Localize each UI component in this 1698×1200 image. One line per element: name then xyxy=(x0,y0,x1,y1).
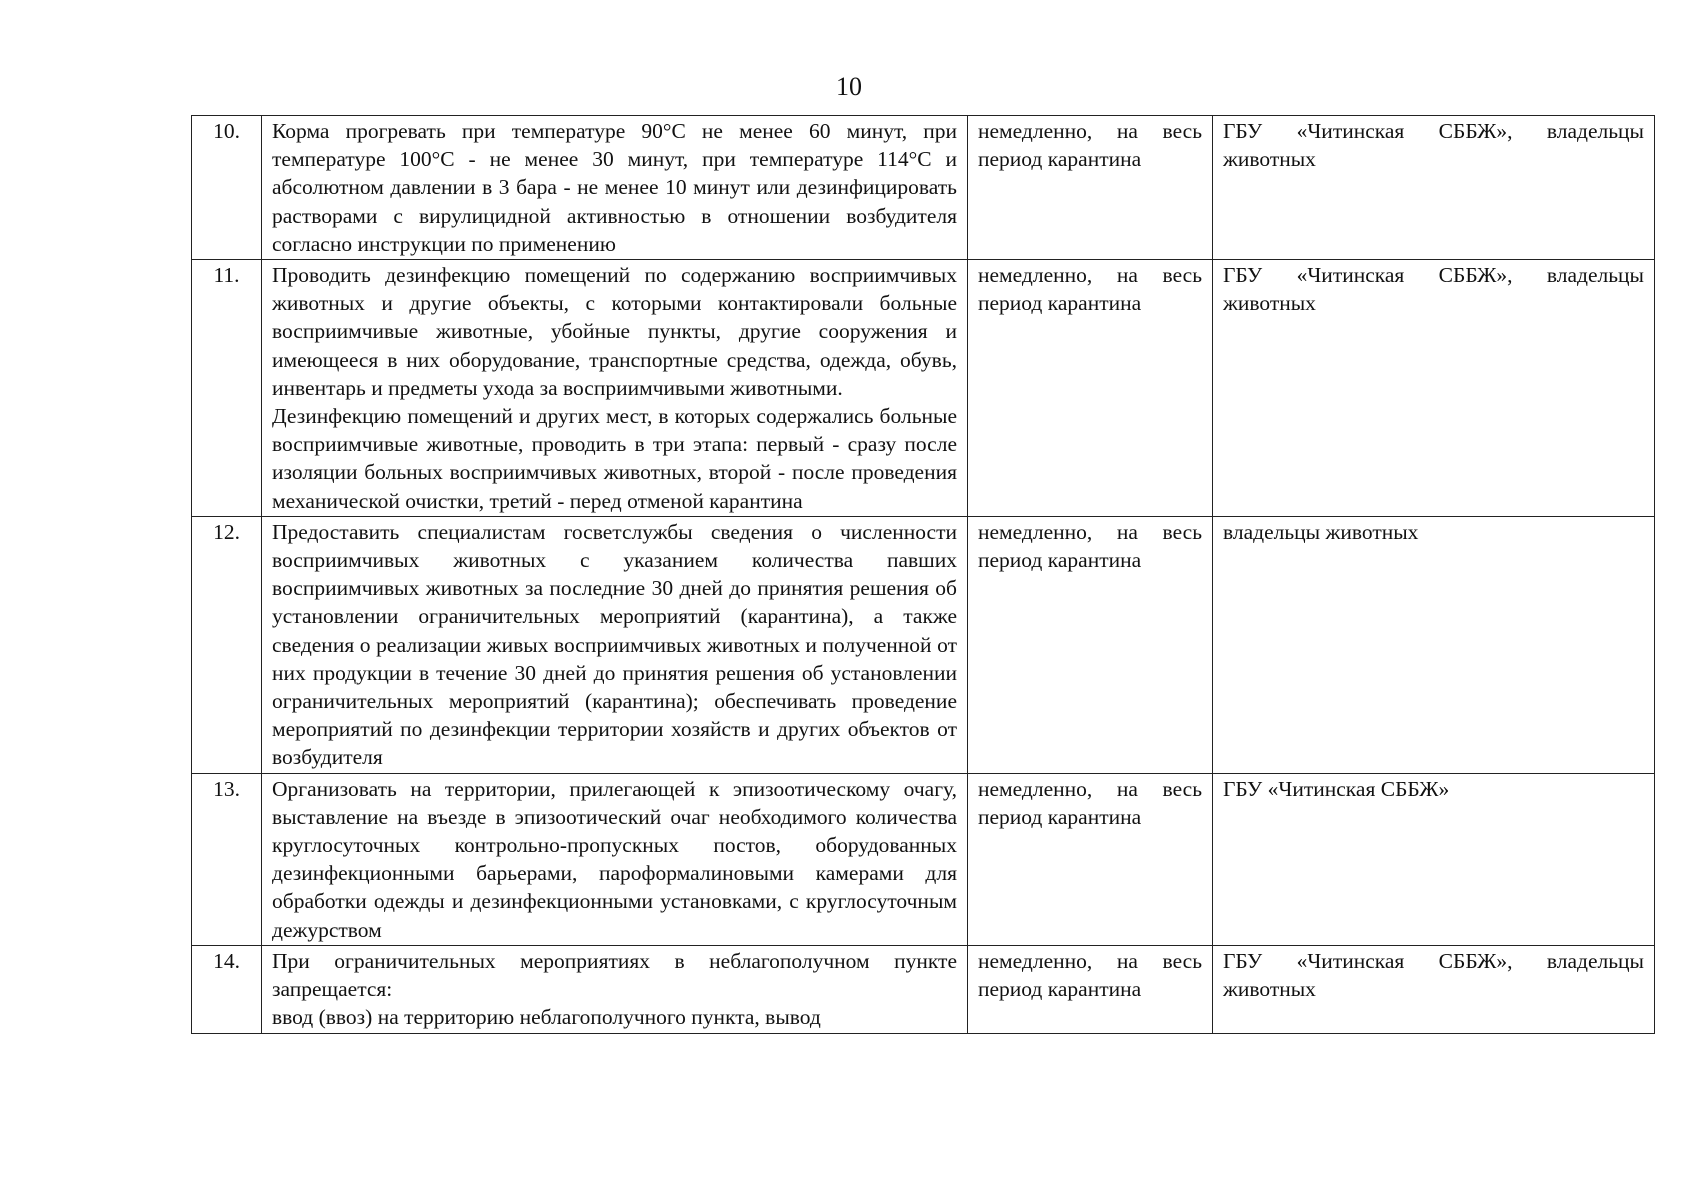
measure-paragraph: При ограничительных мероприятиях в неблагополучном пункте запрещается: xyxy=(272,948,957,1002)
row-number: 12. xyxy=(192,516,262,773)
measure-executor: владельцы животных xyxy=(1213,516,1655,773)
measure-description xyxy=(262,516,968,773)
measure-executor: ГБУ «Читинская СББЖ», владельцы животных xyxy=(1213,116,1655,260)
measure-term: немедленно, на весь период карантина xyxy=(968,260,1213,517)
measures-table xyxy=(191,115,1655,1034)
measure-paragraph: ввод (ввоз) на территорию неблагополучного пункта, вывод xyxy=(272,1005,821,1030)
measure-term: немедленно, на весь период карантина xyxy=(968,516,1213,773)
row-number: 11. xyxy=(192,260,262,517)
row-number: 10. xyxy=(192,116,262,260)
measure-paragraph: Предоставить специалистам госветслужбы сведения о численности восприимчивых животных с указанием количества павших восприимчивых животных за последние 30 дней до принятия решения об установлении ограничительных мероприятий (карантина), а также сведения о реализации живых восприимчивых животных и полученной от них продукции в течение 30 дней до принятия решения об установлении ограничительных мероприятий (карантина); обеспечивать проведение мероприятий по дезинфекции территории хозяйств и других объектов от возбудителя xyxy=(272,519,957,770)
row-number: 13. xyxy=(192,773,262,945)
measure-paragraph: Дезинфекцию помещений и других мест, в которых содержались больные восприимчивые животные, проводить в три этапа: первый - сразу после изоляции больных восприимчивых животных, второй - после проведения механической очистки, третий - перед отменой карантина xyxy=(272,404,957,513)
measure-executor: ГБУ «Читинская СББЖ», владельцы животных xyxy=(1213,945,1655,1033)
measure-paragraph: Организовать на территории, прилегающей к эпизоотическому очагу, выставление на въезде в эпизоотический очаг необходимого количества круглосуточных контрольно-пропускных постов, оборудованных дезинфекционными барьерами, пароформалиновыми камерами для обработки одежды и дезинфекционными установками, с круглосуточным дежурством xyxy=(272,776,957,942)
measure-description xyxy=(262,260,968,517)
table-row xyxy=(192,516,1655,773)
measure-paragraph: Проводить дезинфекцию помещений по содержанию восприимчивых животных и другие объекты, с которыми контактировали больные восприимчивые животные, убойные пункты, другие сооружения и имеющееся в них оборудование, транспортные средства, одежда, обувь, инвентарь и предметы ухода за восприимчивыми животными. xyxy=(272,263,957,400)
table-row xyxy=(192,260,1655,517)
measure-term: немедленно, на весь период карантина xyxy=(968,116,1213,260)
measure-description xyxy=(262,773,968,945)
measure-description xyxy=(262,116,968,260)
measure-executor: ГБУ «Читинская СББЖ», владельцы животных xyxy=(1213,260,1655,517)
table-row xyxy=(192,773,1655,945)
table-row xyxy=(192,116,1655,260)
measure-description xyxy=(262,945,968,1033)
measure-term: немедленно, на весь период карантина xyxy=(968,945,1213,1033)
table-row xyxy=(192,945,1655,1033)
measure-paragraph: Корма прогревать при температуре 90°С не менее 60 минут, при температуре 100°С - не менее 30 минут, при температуре 114°С и абсолютном давлении в 3 бара - не менее 10 минут или дезинфицировать растворами с вирулицидной активностью в отношении возбудителя согласно инструкции по применению xyxy=(272,119,957,256)
row-number: 14. xyxy=(192,945,262,1033)
measure-term: немедленно, на весь период карантина xyxy=(968,773,1213,945)
page-number: 10 xyxy=(836,72,862,101)
measure-executor: ГБУ «Читинская СББЖ» xyxy=(1213,773,1655,945)
